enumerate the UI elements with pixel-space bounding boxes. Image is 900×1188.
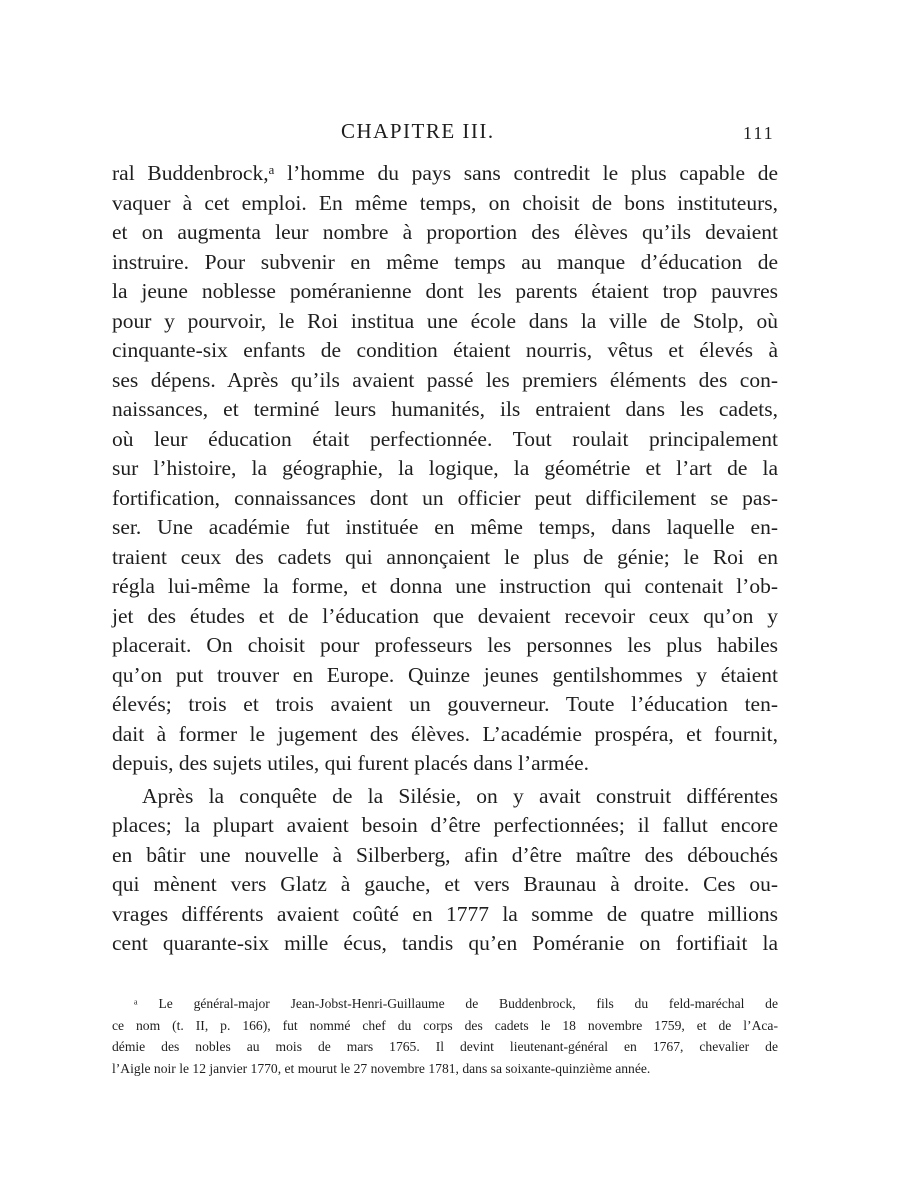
text-line: la jeune noblesse poméranienne dont les parents étaient trop pauvres xyxy=(112,279,778,303)
text-line: traient ceux des cadets qui annonçaient le plus de génie; le Roi en xyxy=(112,544,778,569)
text-line: sur l’histoire, la géographie, la logique, la géométrie et l’art de la xyxy=(112,456,778,480)
text-line: vaquer à cet emploi. En même temps, on choisit de bons instituteurs, xyxy=(112,190,778,215)
page-number: 111 xyxy=(743,123,775,143)
text-line: qu’on put trouver en Europe. Quinze jeunes gentilshommes y étaient xyxy=(112,662,778,687)
text-line: où leur éducation était perfectionnée. Tout roulait principalement xyxy=(112,426,778,451)
text-line: ser. Une académie fut instituée en même temps, dans laquelle en- xyxy=(112,515,778,539)
text-line: places; la plupart avaient besoin d’être perfectionnées; il fallut encore xyxy=(112,813,778,837)
text-line: pour y pourvoir, le Roi institua une école dans la ville de Stolp, où xyxy=(112,308,778,333)
text-line: et on augmenta leur nombre à proportion des élèves qu’ils devaient xyxy=(112,220,778,244)
text-line: régla lui-même la forme, et donna une instruction qui contenait l’ob- xyxy=(112,574,778,598)
text-line: instruire. Pour subvenir en même temps au manque d’éducation de xyxy=(112,249,778,274)
text-line: dait à former le jugement des élèves. L’académie prospéra, et fournit, xyxy=(112,721,778,746)
text-line: en bâtir une nouvelle à Silberberg, afin d’être maître des débouchés xyxy=(112,842,778,867)
text-line: cinquante-six enfants de condition étaient nourris, vêtus et élevés à xyxy=(112,338,778,362)
text-line: Après la conquête de la Silésie, on y avait construit différentes xyxy=(142,783,778,808)
text-line: naissances, et terminé leurs humanités, ils entraient dans les cadets, xyxy=(112,397,778,421)
running-title: CHAPITRE III. xyxy=(341,119,495,143)
footnote-line: ce nom (t. II, p. 166), fut nommé chef du corps des cadets le 18 novembre 1759, et de l’Aca- xyxy=(112,1017,778,1033)
paragraph-1 xyxy=(112,159,778,779)
footnote-line: l’Aigle noir le 12 janvier 1770, et mourut le 27 novembre 1781, dans sa soixante-quinzième année. xyxy=(112,1060,651,1076)
footnote-line: démie des nobles au mois de mars 1765. Il devint lieutenant-général en 1767, chevalier de xyxy=(112,1039,778,1054)
page-header xyxy=(0,119,900,149)
footnote xyxy=(112,993,778,1079)
text-line: vrages différents avaient coûté en 1777 la somme de quatre millions xyxy=(112,901,778,926)
footnote-line: ᵃ Le général-major Jean-Jobst-Henri-Guillaume de Buddenbrock, fils du feld-maréchal de xyxy=(134,996,778,1011)
text-line: placerait. On choisit pour professeurs les personnes les plus habiles xyxy=(112,633,778,657)
text-line: jet des études et de l’éducation que devaient recevoir ceux qu’on y xyxy=(112,603,778,628)
text-line: fortification, connaissances dont un officier peut difficilement se pas- xyxy=(112,485,778,510)
text-line: qui mènent vers Glatz à gauche, et vers Braunau à droite. Ces ou- xyxy=(112,872,778,896)
text-line: depuis, des sujets utiles, qui furent placés dans l’armée. xyxy=(112,751,590,775)
main-text xyxy=(112,159,778,959)
text-line: ses dépens. Après qu’ils avaient passé les premiers éléments des con- xyxy=(112,367,778,392)
text-line: ral Buddenbrock,ᵃ l’homme du pays sans contredit le plus capable de xyxy=(112,161,778,185)
paragraph-2 xyxy=(112,782,778,959)
text-line: élevés; trois et trois avaient un gouverneur. Toute l’éducation ten- xyxy=(112,692,778,716)
text-line: cent quarante-six mille écus, tandis qu’en Poméranie on fortifiait la xyxy=(112,931,778,955)
